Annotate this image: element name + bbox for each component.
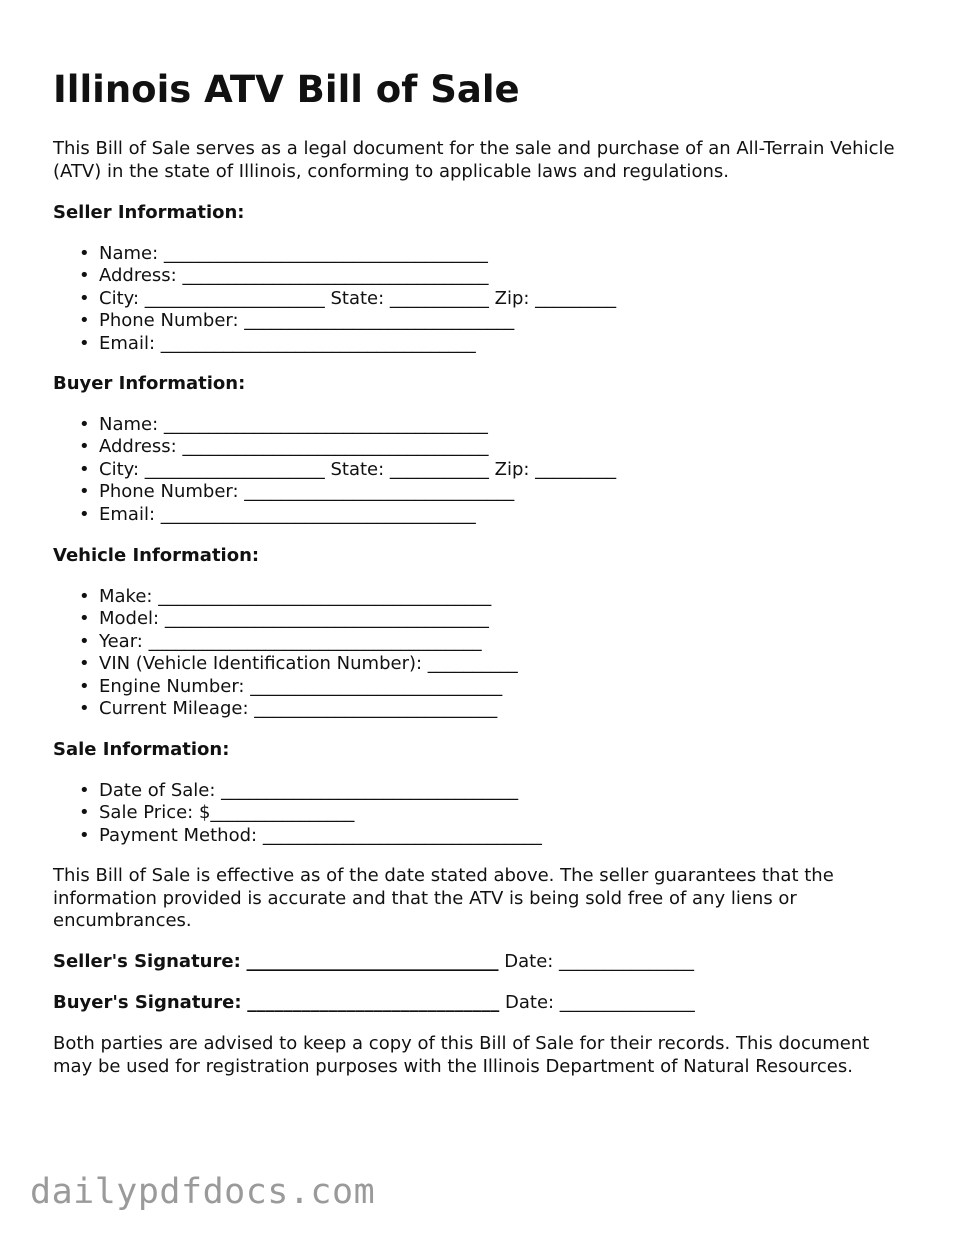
- vehicle-model-field[interactable]: • Model: ____________________________________: [79, 608, 489, 630]
- bullet-icon: •: [79, 653, 90, 675]
- seller-field-list: [53, 243, 913, 355]
- closing-statement: Both parties are advised to keep a copy of this Bill of Sale for their records. This document may be used for registration purposes with the Illinois Department of Natural Resources.: [53, 1033, 870, 1077]
- bullet-icon: •: [79, 414, 90, 435]
- bullet-icon: •: [79, 824, 90, 846]
- vehicle-make-field[interactable]: • Make: _____________________________________: [79, 586, 492, 607]
- bullet-icon: •: [79, 586, 90, 607]
- seller-signature-date[interactable]: Date: _______________: [504, 951, 695, 972]
- bullet-icon: •: [79, 630, 90, 652]
- buyer-field-list: [53, 414, 913, 526]
- vehicle-engine-number-field[interactable]: • Engine Number: ____________________________: [79, 675, 503, 697]
- payment-method-field[interactable]: • Payment Method: _______________________________: [79, 824, 542, 846]
- seller-name-field[interactable]: • Name: ____________________________________: [79, 243, 488, 264]
- vehicle-mileage-field[interactable]: • Current Mileage: ___________________________: [79, 698, 498, 720]
- bullet-icon: •: [79, 802, 90, 824]
- buyer-signature-label: Buyer's Signature:: [53, 992, 242, 1013]
- document-title: Illinois ATV Bill of Sale: [53, 68, 520, 111]
- buyer-name-field[interactable]: • Name: ____________________________________: [79, 414, 488, 435]
- seller-signature-label: Seller's Signature:: [53, 951, 241, 972]
- buyer-email-field[interactable]: • Email: ___________________________________: [79, 503, 476, 525]
- bullet-icon: •: [79, 503, 90, 525]
- vehicle-vin-field[interactable]: • VIN (Vehicle Identification Number): __________: [79, 653, 518, 675]
- bullet-icon: •: [79, 332, 90, 354]
- intro-paragraph: This Bill of Sale serves as a legal document for the sale and purchase of an All-Terrain Vehicle (ATV) in the state of Illinois, conforming to applicable laws and regulations.: [53, 138, 895, 182]
- vehicle-section-heading: Vehicle Information:: [53, 545, 260, 566]
- watermark-text: dailypdfdocs.com: [30, 1172, 376, 1212]
- buyer-signature-date[interactable]: Date: _______________: [505, 992, 695, 1013]
- bullet-icon: •: [79, 458, 90, 480]
- vehicle-year-field[interactable]: • Year: _____________________________________: [79, 630, 482, 652]
- seller-section-heading: Seller Information:: [53, 202, 245, 223]
- buyer-city-state-zip-field[interactable]: • City: ____________________ State: ___________ Zip: _________: [79, 458, 617, 480]
- sale-field-list: [53, 780, 913, 847]
- bullet-icon: •: [79, 608, 90, 630]
- seller-address-field[interactable]: • Address: __________________________________: [79, 265, 489, 287]
- bullet-icon: •: [79, 265, 90, 287]
- seller-phone-field[interactable]: • Phone Number: ______________________________: [79, 310, 515, 332]
- sale-price-field[interactable]: • Sale Price: $________________: [79, 802, 355, 824]
- buyer-section-heading: Buyer Information:: [53, 373, 246, 394]
- bullet-icon: •: [79, 675, 90, 697]
- sale-date-field[interactable]: • Date of Sale: _________________________________: [79, 780, 519, 801]
- vehicle-field-list: [53, 586, 913, 720]
- seller-signature-line[interactable]: [53, 951, 694, 973]
- bullet-icon: •: [79, 436, 90, 458]
- sale-section-heading: Sale Information:: [53, 739, 230, 760]
- buyer-signature-line[interactable]: [53, 992, 695, 1014]
- bullet-icon: •: [79, 243, 90, 264]
- seller-signature-blank[interactable]: ____________________________: [246, 951, 499, 972]
- bullet-icon: •: [79, 698, 90, 720]
- buyer-address-field[interactable]: • Address: __________________________________: [79, 436, 489, 458]
- bullet-icon: •: [79, 481, 90, 503]
- seller-email-field[interactable]: • Email: ___________________________________: [79, 332, 476, 354]
- bullet-icon: •: [79, 310, 90, 332]
- bullet-icon: •: [79, 287, 90, 309]
- bullet-icon: •: [79, 780, 90, 801]
- seller-city-state-zip-field[interactable]: • City: ____________________ State: ___________ Zip: _________: [79, 287, 617, 309]
- effective-statement: This Bill of Sale is effective as of the date stated above. The seller guarantees that the information provided is accurate and that the ATV is being sold free of any liens or encumbrances.: [53, 865, 834, 931]
- buyer-phone-field[interactable]: • Phone Number: ______________________________: [79, 481, 515, 503]
- buyer-signature-blank[interactable]: ____________________________: [247, 992, 500, 1013]
